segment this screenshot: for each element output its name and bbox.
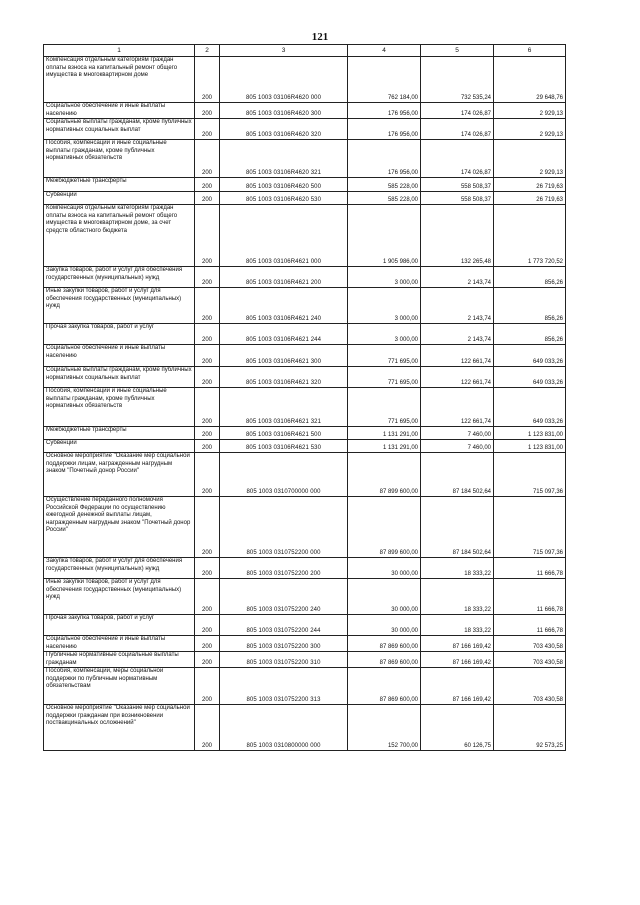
row-name-cell: Публичные нормативные социальные выплаты гражданам — [44, 652, 195, 668]
table-row — [44, 453, 566, 497]
row-name-cell: Межбюджетные трансферты — [44, 178, 195, 192]
row-grbs-cell: 200 — [195, 579, 220, 615]
row-grbs-cell: 200 — [195, 57, 220, 103]
row-remainder-cell: 649 033,26 — [494, 388, 566, 427]
row-executed-cell: 122 661,74 — [421, 388, 494, 427]
row-executed-cell: 732 535,24 — [421, 57, 494, 103]
row-remainder-cell: 649 033,26 — [494, 345, 566, 367]
row-grbs-cell: 200 — [195, 324, 220, 345]
table-row — [44, 367, 566, 388]
table-row — [44, 103, 566, 119]
row-remainder-cell: 703 430,58 — [494, 652, 566, 668]
row-name-cell: Социальное обеспечение и иные выплаты населению — [44, 103, 195, 119]
table-row — [44, 388, 566, 427]
row-code-cell: 805 1003 03106R4621 000 — [220, 205, 348, 267]
row-name-cell: Закупка товаров, работ и услуг для обеспечения государственных (муниципальных) нужд — [44, 267, 195, 288]
row-remainder-cell: 1 123 831,00 — [494, 427, 566, 440]
table-row — [44, 427, 566, 440]
row-executed-cell: 2 143,74 — [421, 324, 494, 345]
row-name-cell: Иные закупки товаров, работ и услуг для обеспечения государственных (муниципальных) нужд — [44, 579, 195, 615]
row-executed-cell: 87 166 169,42 — [421, 668, 494, 705]
row-code-cell: 805 1003 03106R4620 321 — [220, 140, 348, 178]
row-code-cell: 805 1003 0310752200 200 — [220, 558, 348, 579]
row-name-cell: Социальные выплаты гражданам, кроме публичных нормативных социальных выплат — [44, 119, 195, 140]
row-name-cell: Пособия, компенсации и иные социальные выплаты гражданам, кроме публичных нормативных обязательств — [44, 388, 195, 427]
row-remainder-cell: 856,26 — [494, 288, 566, 324]
row-code-cell: 805 1003 03106R4621 320 — [220, 367, 348, 388]
row-grbs-cell: 200 — [195, 427, 220, 440]
table-row — [44, 497, 566, 558]
column-header: 1 — [44, 45, 195, 57]
table-row — [44, 579, 566, 615]
row-name-cell: Социальное обеспечение и иные выплаты населению — [44, 636, 195, 652]
row-remainder-cell: 703 430,58 — [494, 636, 566, 652]
row-code-cell: 805 1003 03106R4621 200 — [220, 267, 348, 288]
row-plan-cell: 1 131 291,00 — [348, 427, 421, 440]
row-code-cell: 805 1003 03106R4620 000 — [220, 57, 348, 103]
row-remainder-cell: 11 666,78 — [494, 558, 566, 579]
table-row — [44, 652, 566, 668]
row-grbs-cell: 200 — [195, 453, 220, 497]
row-executed-cell: 87 166 169,42 — [421, 636, 494, 652]
row-plan-cell: 87 899 600,00 — [348, 453, 421, 497]
row-code-cell: 805 1003 03106R4621 530 — [220, 440, 348, 453]
row-grbs-cell: 200 — [195, 119, 220, 140]
table-row — [44, 192, 566, 205]
row-grbs-cell: 200 — [195, 615, 220, 636]
row-name-cell: Иные закупки товаров, работ и услуг для обеспечения государственных (муниципальных) нужд — [44, 288, 195, 324]
row-grbs-cell: 200 — [195, 192, 220, 205]
table-row — [44, 288, 566, 324]
row-grbs-cell: 200 — [195, 345, 220, 367]
row-plan-cell: 3 000,00 — [348, 267, 421, 288]
row-code-cell: 805 1003 0310700000 000 — [220, 453, 348, 497]
row-executed-cell: 87 166 169,42 — [421, 652, 494, 668]
row-executed-cell: 2 143,74 — [421, 288, 494, 324]
row-executed-cell: 7 460,00 — [421, 440, 494, 453]
row-plan-cell: 87 869 600,00 — [348, 652, 421, 668]
row-name-cell: Основное мероприятие "Оказание мер социальной поддержки лицам, награжденным нагрудным знаком "Почетный донор России" — [44, 453, 195, 497]
row-plan-cell: 585 228,00 — [348, 192, 421, 205]
row-remainder-cell: 11 666,78 — [494, 579, 566, 615]
row-code-cell: 805 1003 0310752200 313 — [220, 668, 348, 705]
row-code-cell: 805 1003 03106R4621 240 — [220, 288, 348, 324]
row-code-cell: 805 1003 03106R4621 321 — [220, 388, 348, 427]
row-grbs-cell: 200 — [195, 267, 220, 288]
row-name-cell: Компенсация отдельным категориям граждан оплаты взноса на капитальный ремонт общего имущества в многоквартирном доме, за счет средств областного бюджета — [44, 205, 195, 267]
row-grbs-cell: 200 — [195, 558, 220, 579]
row-name-cell: Закупка товаров, работ и услуг для обеспечения государственных (муниципальных) нужд — [44, 558, 195, 579]
row-plan-cell: 87 869 600,00 — [348, 668, 421, 705]
row-executed-cell: 60 126,75 — [421, 705, 494, 751]
row-remainder-cell: 649 033,26 — [494, 367, 566, 388]
row-plan-cell: 762 184,00 — [348, 57, 421, 103]
row-code-cell: 805 1003 0310800000 000 — [220, 705, 348, 751]
row-remainder-cell: 856,26 — [494, 324, 566, 345]
row-remainder-cell: 1 123 831,00 — [494, 440, 566, 453]
table-row — [44, 668, 566, 705]
column-header: 6 — [494, 45, 566, 57]
row-remainder-cell: 26 719,63 — [494, 192, 566, 205]
row-executed-cell: 174 026,87 — [421, 140, 494, 178]
row-plan-cell: 87 899 600,00 — [348, 497, 421, 558]
row-name-cell: Социальные выплаты гражданам, кроме публичных нормативных социальных выплат — [44, 367, 195, 388]
row-name-cell: Прочая закупка товаров, работ и услуг — [44, 615, 195, 636]
row-executed-cell: 122 661,74 — [421, 367, 494, 388]
row-grbs-cell: 200 — [195, 636, 220, 652]
row-grbs-cell: 200 — [195, 497, 220, 558]
row-grbs-cell: 200 — [195, 388, 220, 427]
table-header-row — [44, 45, 566, 57]
row-remainder-cell: 29 648,76 — [494, 57, 566, 103]
row-grbs-cell: 200 — [195, 440, 220, 453]
table-row — [44, 636, 566, 652]
row-name-cell: Компенсация отдельным категориям граждан оплаты взноса на капитальный ремонт общего имущества в многоквартирном доме — [44, 57, 195, 103]
row-grbs-cell: 200 — [195, 288, 220, 324]
table-row — [44, 345, 566, 367]
row-grbs-cell: 200 — [195, 140, 220, 178]
row-executed-cell: 122 661,74 — [421, 345, 494, 367]
column-header: 5 — [421, 45, 494, 57]
row-name-cell: Субвенции — [44, 440, 195, 453]
row-plan-cell: 3 000,00 — [348, 324, 421, 345]
row-plan-cell: 771 695,00 — [348, 345, 421, 367]
row-executed-cell: 7 460,00 — [421, 427, 494, 440]
row-code-cell: 805 1003 03106R4620 530 — [220, 192, 348, 205]
row-plan-cell: 585 228,00 — [348, 178, 421, 192]
row-grbs-cell: 200 — [195, 652, 220, 668]
row-plan-cell: 771 695,00 — [348, 367, 421, 388]
row-plan-cell: 176 956,00 — [348, 103, 421, 119]
row-code-cell: 805 1003 03106R4621 300 — [220, 345, 348, 367]
row-executed-cell: 174 026,87 — [421, 119, 494, 140]
table-row — [44, 57, 566, 103]
table-row — [44, 205, 566, 267]
row-code-cell: 805 1003 03106R4621 500 — [220, 427, 348, 440]
column-header: 2 — [195, 45, 220, 57]
row-name-cell: Межбюджетные трансферты — [44, 427, 195, 440]
table-row — [44, 705, 566, 751]
row-code-cell: 805 1003 03106R4620 320 — [220, 119, 348, 140]
row-code-cell: 805 1003 03106R4620 500 — [220, 178, 348, 192]
row-remainder-cell: 11 666,78 — [494, 615, 566, 636]
row-remainder-cell: 26 719,63 — [494, 178, 566, 192]
row-code-cell: 805 1003 03106R4621 244 — [220, 324, 348, 345]
row-executed-cell: 174 026,87 — [421, 103, 494, 119]
column-header: 3 — [220, 45, 348, 57]
row-remainder-cell: 703 430,58 — [494, 668, 566, 705]
row-remainder-cell: 715 097,36 — [494, 453, 566, 497]
row-executed-cell: 87 184 502,64 — [421, 453, 494, 497]
row-plan-cell: 30 000,00 — [348, 615, 421, 636]
row-grbs-cell: 200 — [195, 178, 220, 192]
row-grbs-cell: 200 — [195, 205, 220, 267]
row-grbs-cell: 200 — [195, 367, 220, 388]
row-executed-cell: 2 143,74 — [421, 267, 494, 288]
row-plan-cell: 152 700,00 — [348, 705, 421, 751]
row-grbs-cell: 200 — [195, 103, 220, 119]
page-number: 121 — [311, 31, 329, 43]
row-executed-cell: 132 265,48 — [421, 205, 494, 267]
row-code-cell: 805 1003 0310752200 300 — [220, 636, 348, 652]
budget-execution-table — [43, 44, 566, 751]
row-grbs-cell: 200 — [195, 705, 220, 751]
row-plan-cell: 1 905 986,00 — [348, 205, 421, 267]
row-code-cell: 805 1003 0310752200 000 — [220, 497, 348, 558]
table-row — [44, 119, 566, 140]
row-executed-cell: 18 333,22 — [421, 615, 494, 636]
table-row — [44, 615, 566, 636]
row-plan-cell: 30 000,00 — [348, 579, 421, 615]
row-plan-cell: 176 956,00 — [348, 140, 421, 178]
table-row — [44, 440, 566, 453]
row-executed-cell: 18 333,22 — [421, 579, 494, 615]
row-name-cell: Основное мероприятие "Оказание мер социальной поддержки гражданам при возникновении поствакцинальных осложнений" — [44, 705, 195, 751]
table-row — [44, 324, 566, 345]
row-plan-cell: 771 695,00 — [348, 388, 421, 427]
row-remainder-cell: 92 573,25 — [494, 705, 566, 751]
row-plan-cell: 3 000,00 — [348, 288, 421, 324]
row-remainder-cell: 715 097,36 — [494, 497, 566, 558]
row-plan-cell: 1 131 291,00 — [348, 440, 421, 453]
table-row — [44, 140, 566, 178]
row-name-cell: Социальное обеспечение и иные выплаты населению — [44, 345, 195, 367]
row-grbs-cell: 200 — [195, 668, 220, 705]
row-plan-cell: 176 956,00 — [348, 119, 421, 140]
row-executed-cell: 558 508,37 — [421, 178, 494, 192]
row-name-cell: Субвенции — [44, 192, 195, 205]
row-code-cell: 805 1003 0310752200 310 — [220, 652, 348, 668]
row-name-cell: Осуществление переданного полномочия Российской Федерации по осуществлению ежегодной денежной выплаты лицам, награжденным нагрудным знаком "Почетный донор России" — [44, 497, 195, 558]
row-name-cell: Прочая закупка товаров, работ и услуг — [44, 324, 195, 345]
row-plan-cell: 30 000,00 — [348, 558, 421, 579]
row-remainder-cell: 2 929,13 — [494, 103, 566, 119]
column-header: 4 — [348, 45, 421, 57]
row-code-cell: 805 1003 0310752200 244 — [220, 615, 348, 636]
row-plan-cell: 87 869 600,00 — [348, 636, 421, 652]
row-executed-cell: 558 508,37 — [421, 192, 494, 205]
row-remainder-cell: 1 773 720,52 — [494, 205, 566, 267]
row-executed-cell: 87 184 502,64 — [421, 497, 494, 558]
row-code-cell: 805 1003 03106R4620 300 — [220, 103, 348, 119]
table-row — [44, 558, 566, 579]
table-row — [44, 178, 566, 192]
table-row — [44, 267, 566, 288]
row-name-cell: Пособия, компенсации, меры социальной поддержки по публичным нормативным обязательствам — [44, 668, 195, 705]
row-executed-cell: 18 333,22 — [421, 558, 494, 579]
row-remainder-cell: 2 929,13 — [494, 140, 566, 178]
row-name-cell: Пособия, компенсации и иные социальные выплаты гражданам, кроме публичных нормативных обязательств — [44, 140, 195, 178]
row-code-cell: 805 1003 0310752200 240 — [220, 579, 348, 615]
row-remainder-cell: 856,26 — [494, 267, 566, 288]
row-remainder-cell: 2 929,13 — [494, 119, 566, 140]
